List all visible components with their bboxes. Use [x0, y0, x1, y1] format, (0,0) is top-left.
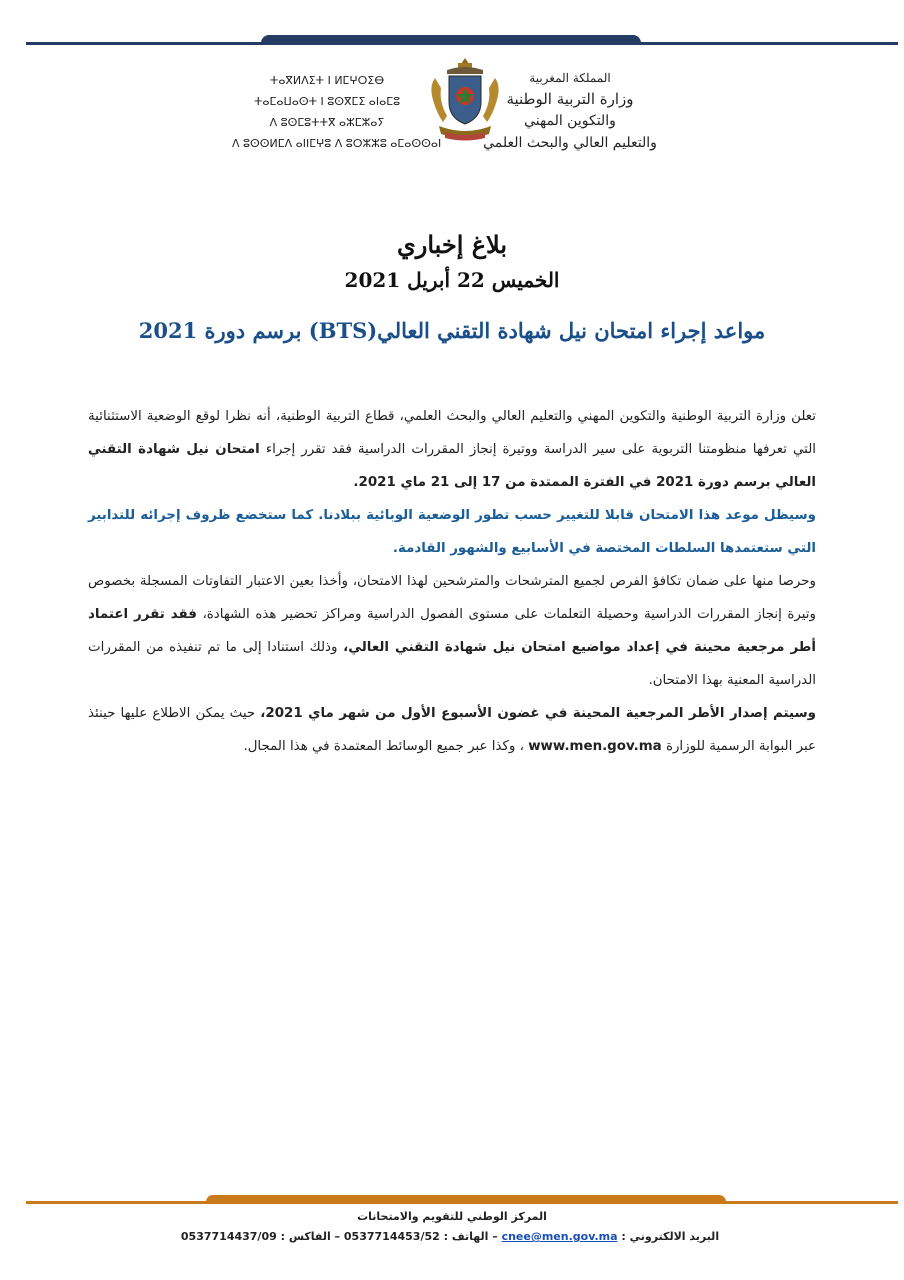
- ministry-name-tifinagh: [232, 70, 442, 154]
- tifinagh-line: ⵜⴰⵎⴰⵡⴰⵙⵜ ⵏ ⵓⵙⴳⵎⵉ ⴰⵏⴰⵎⵓ: [253, 95, 401, 108]
- document-date: الخميس 22 أبريل 2021: [344, 268, 560, 292]
- tifinagh-line: ⴷ ⵓⵙⵙⵍⵎⴷ ⴰⵏⵏⵎⵖⵓ ⴷ ⵓⵔⵣⵣⵓ ⴰⵎⴰⵙⵙⴰⵏ: [232, 137, 442, 150]
- ministry-line: المملكة المغربية: [529, 71, 611, 85]
- ministry-line: والتعليم العالي والبحث العلمي: [483, 135, 657, 151]
- header-rule: [26, 40, 898, 46]
- paragraph-bold-text: فقد تقرر اعتماد أطر مرجعية محينة في إعداد مواضيع امتحان نيل شهادة التقني العالي،: [88, 607, 816, 655]
- tifinagh-line: ⴷ ⵓⵙⵎⵓⵜⵜⴳ ⴰⵣⵎⵣⴰⵢ: [269, 116, 385, 129]
- phone-number: 0537714453/52: [343, 1230, 440, 1243]
- phone-label: – الهاتف :: [443, 1230, 498, 1243]
- ministry-line: والتكوين المهني: [524, 113, 616, 129]
- email-link[interactable]: cnee@men.gov.ma: [501, 1230, 618, 1243]
- fax-number: 0537714437/09: [180, 1230, 277, 1243]
- paragraph-4: [88, 697, 816, 763]
- document-body: [88, 400, 816, 763]
- document-subtitle: مواعد إجراء امتحان نيل شهادة التقني العالي(BTS) برسم دورة 2021: [138, 318, 766, 343]
- ministry-website-link[interactable]: www.men.gov.ma: [528, 739, 662, 754]
- footer-rule: [26, 1197, 898, 1205]
- paragraph-bold-text: امتحان نيل شهادة التقني العالي برسم دورة 2021 في الفترة الممتدة من 17 إلى 21 ماي 2021.: [88, 442, 816, 490]
- paragraph-3: [88, 565, 816, 697]
- paragraph-text: ، وكذا عبر جميع الوسائط المعتمدة في هذا المجال.: [243, 739, 524, 754]
- footer-contact: [150, 1230, 750, 1243]
- paragraph-text: حيث يمكن الاطلاع عليها حينئذ عبر البوابة الرسمية للوزارة: [88, 706, 816, 754]
- tifinagh-line: ⵜⴰⴳⵍⴷⵉⵜ ⵏ ⵍⵎⵖⵔⵉⴱ: [269, 74, 385, 87]
- paragraph-bold-text: وسيتم إصدار الأطر المرجعية المحينة في غضون الأسبوع الأول من شهر ماي 2021،: [260, 706, 816, 721]
- paragraph-text: وحرصا منها على ضمان تكافؤ الفرص لجميع المترشحات والمترشحين لهذا الامتحان، وأخذا بعين الاعتبار التفاوتات المسجلة بخصوص وتيرة إنجاز المقررات الدراسية وحصيلة التعلمات على مستوى الفصول الدراسية ومراكز تحضير هذه الشهادة،: [88, 574, 816, 622]
- paragraph-text: تعلن وزارة التربية الوطنية والتكوين المهني والتعليم العالي والبحث العلمي، قطاع التربية الوطنية، أنه نظرا لوقع الوضعية الاستثنائية التي تعرفها منظومتنا التربوية على سير الدراسة ووتيرة إنجاز المقررات الدراسية فقد تقرر إجراء: [88, 409, 816, 457]
- fax-label: – الفاكس :: [280, 1230, 341, 1243]
- footer-center-name: المركز الوطني للتقويم والامتحانات: [357, 1210, 547, 1223]
- ministry-name-arabic: [470, 68, 670, 154]
- ministry-line: وزارة التربية الوطنية: [506, 90, 634, 108]
- document-title: بلاغ إخباري: [396, 230, 508, 259]
- paragraph-1: [88, 400, 816, 499]
- paragraph-text: وذلك استنادا إلى ما تم تنفيذه من المقررات الدراسية المعنية بهذا الامتحان.: [88, 640, 816, 688]
- paragraph-2: وسيظل موعد هذا الامتحان قابلا للتغيير حسب تطور الوضعية الوبائية ببلادنا. كما ستخضع ظروف إجرائه للتدابير التي ستعتمدها السلطات المختصة في الأسابيع والشهور القادمة.: [88, 508, 816, 556]
- email-label: البريد الالكتروني :: [621, 1230, 720, 1243]
